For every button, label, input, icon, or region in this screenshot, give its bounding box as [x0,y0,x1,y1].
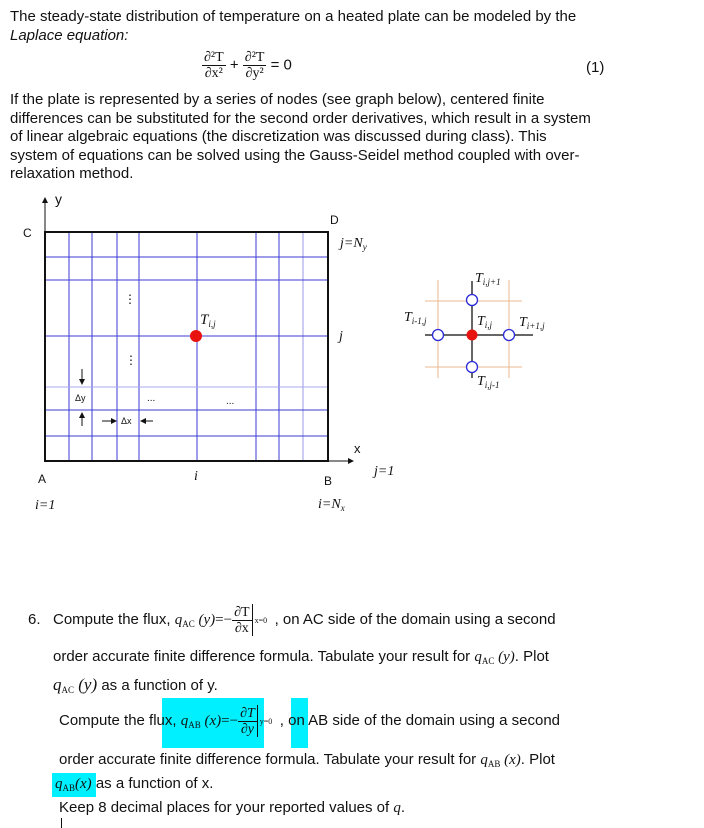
stencil-node-right [504,330,515,341]
question-line-1: Compute the flux, $q_{AC}$ (y)=− $\frac{\partial T}{\partial x}$ x=0 , on AC side of the domain using a second [53,604,556,636]
corner-c: C [23,226,32,240]
stencil-right-label: $T_{i+1,j}$ [519,315,545,331]
para-line: If the plate is represented by a series of nodes (see graph below), centered finite [10,91,545,108]
hdots: ... [226,396,235,407]
vdots: ⋮ [124,292,136,306]
node-tij-label: $T_{i,j}$ [200,312,216,329]
corner-d: D [330,213,339,227]
corner-a: A [38,472,47,486]
i1-label: i=1 [35,498,56,513]
ab-highlighted: AB [308,712,329,729]
equation-number: (1) [586,59,605,76]
laplace-equation: $\frac{\text{∂²T}}{\text{∂x²}}$ + $\frac{\text{∂²T}}{\text{∂y²}}$ = 0 [204,50,292,81]
question-line-7: Keep 8 decimal places for your reported values of q. [59,799,406,816]
plate-boundary [45,232,328,461]
stencil-left-label: $T_{i-1,j}$ [404,310,427,326]
d2t-dy2: $\frac{\text{∂²T}}{\text{∂y²}}$ [244,50,265,81]
stencil-bottom-label: $T_{i,j-1}$ [477,374,500,390]
j-label: j [339,329,343,344]
stencil-node-left [433,330,444,341]
x-axis-label: x [354,441,361,456]
d2t-dx2: $\frac{\text{∂²T}}{\text{∂x²}}$ [204,50,224,81]
y-axis-label: y [55,191,62,207]
vdots: ⋮ [125,353,137,367]
question-line-2: order accurate finite difference formula. Tabulate your result for $q_{AC}$ (y). Plot [53,648,549,666]
intro-line-2: Laplace equation: [10,27,129,44]
dx-label: Δx [121,416,132,426]
para-line: relaxation method. [10,165,134,182]
eval-x0: x=0 [252,604,275,636]
para-line: of linear algebraic equations (the discretization was discussed during class). This [10,128,547,145]
stencil-node-center [467,330,478,341]
question-number: 6. [28,611,41,628]
dt-dy: $\frac{\partial T}{\partial y}$ [240,705,255,737]
dt-dx: $\frac{\partial T}{\partial x}$ [234,604,250,636]
j-ny-label: $j=N_y$ [340,236,367,252]
q-ab: $q_{AB}$ (x) [180,713,222,730]
grid-lines [45,232,328,461]
i-nx-label: $i=N_x$ [318,497,345,513]
corner-b: B [324,474,333,488]
question-line-6: $q_{AB}(x)$ as a function of x. [55,775,214,793]
para-line: differences can be substituted for the second order derivatives, which result in a system [10,110,591,127]
intro-line-1: The steady-state distribution of temperature on a heated plate can be modeled by the [10,8,577,25]
q-ac: $q_{AC}$ (y) [174,612,216,629]
dy-label: Δy [75,393,86,403]
eval-y0: y=0 [257,705,280,737]
question-line-3: $q_{AC}$ (y) as a function of y. [53,675,218,695]
hdots: ... [147,393,156,404]
question-line-4: Compute the flux, $q_{AB}$ (x)=− $\frac{\partial T}{\partial y}$ y=0 , on AB side of the domain using a second [59,705,561,737]
i-label: i [194,469,198,484]
stencil-top-label: $T_{i,j+1}$ [475,271,501,287]
stencil-node-top [467,295,478,306]
question-line-5: order accurate finite difference formula. Tabulate your result for $q_{AB}$ (x). Plot [59,751,555,769]
stencil-node-bottom [467,362,478,373]
j1-label: j=1 [374,464,395,479]
stencil-center-label: $T_{i,j}$ [477,314,493,330]
para-line: system of equations can be solved using the Gauss-Seidel method coupled with over- [10,147,580,164]
